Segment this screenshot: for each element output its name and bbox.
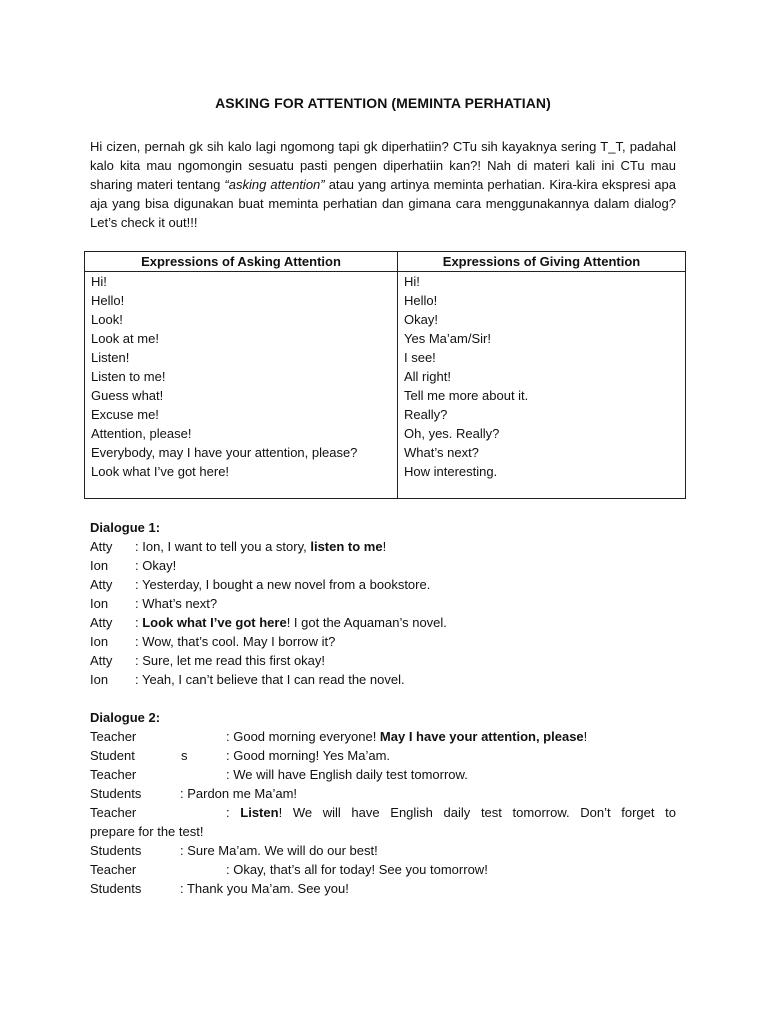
giving-expression: I see!	[404, 350, 436, 365]
intro-text-2: atau yang artinya meminta perhatian. Kira-kira ekspresi apa aja yang bisa digunakan buat meminta perhatian dan gimana cara menggunakannya dalam dialog? Let’s check it out!!!	[90, 177, 676, 230]
line-text	[226, 727, 587, 746]
speaker-name: Teacher	[90, 862, 137, 877]
intro-paragraph	[90, 137, 676, 232]
line-text-pre: :	[135, 615, 143, 630]
asking-expression: Look at me!	[91, 331, 159, 346]
dialogue-2-heading: Dialogue 2:	[90, 710, 161, 725]
line-text-pre: : Okay!	[135, 558, 177, 573]
line-text-pre: :	[226, 805, 241, 820]
dialogue-line	[90, 765, 676, 784]
line-text	[135, 575, 430, 594]
dialogue-line	[90, 879, 676, 898]
line-text-pre: : Pardon me Ma’am!	[180, 786, 298, 801]
speaker-name: Students	[90, 843, 142, 858]
line-text	[135, 537, 386, 556]
line-text-pre: : Sure Ma’am. We will do our best!	[180, 843, 378, 858]
line-text-pre: : Ion, I want to tell you a story,	[135, 539, 311, 554]
dialogue-line	[90, 803, 676, 841]
asking-expression: Attention, please!	[91, 426, 192, 441]
line-text-post: ! I got the Aquaman’s novel.	[286, 615, 447, 630]
speaker-name: Teacher	[90, 729, 137, 744]
line-text	[135, 651, 325, 670]
line-text-pre: : Sure, let me read this first okay!	[135, 653, 326, 668]
dialogue-line	[90, 670, 676, 689]
dialogue-1	[90, 518, 676, 689]
document-title: ASKING FOR ATTENTION (MEMINTA PERHATIAN)	[215, 95, 551, 111]
speaker-name: Ion	[90, 596, 109, 611]
giving-expression: What’s next?	[404, 445, 479, 460]
line-text-pre: : Okay, that’s all for today! See you tomorrow!	[226, 862, 488, 877]
line-text-pre: : Wow, that’s cool. May I borrow it?	[135, 634, 336, 649]
line-text	[135, 594, 217, 613]
giving-expression: How interesting.	[404, 464, 498, 479]
giving-expression: All right!	[404, 369, 451, 384]
dialogue-line	[90, 537, 676, 556]
expressions-table	[84, 251, 686, 499]
line-text-bold: listen to me	[310, 539, 383, 554]
speaker-name: Atty	[90, 539, 113, 554]
giving-expression: Okay!	[404, 312, 438, 327]
speaker-name: Atty	[90, 615, 113, 630]
speaker-name: Atty	[90, 653, 113, 668]
asking-expression: Hello!	[91, 293, 125, 308]
asking-expression: Everybody, may I have your attention, please?	[91, 445, 358, 460]
line-text	[180, 841, 378, 860]
dialogue-line	[90, 860, 676, 879]
speaker-name: Ion	[90, 672, 109, 687]
giving-expression: Tell me more about it.	[404, 388, 529, 403]
line-text-pre: : We will have English daily test tomorrow.	[226, 767, 468, 782]
line-text-pre: : Good morning! Yes Ma’am.	[226, 748, 391, 763]
dialogue-line	[90, 784, 676, 803]
speaker-suffix: s	[181, 748, 188, 763]
line-text	[135, 670, 405, 689]
line-text-pre: : Yeah, I can’t believe that I can read the novel.	[135, 672, 405, 687]
line-text	[135, 632, 335, 651]
line-text	[226, 860, 488, 879]
giving-attention-list	[398, 272, 686, 499]
speaker-name: Teacher	[90, 767, 137, 782]
giving-expression: Hi!	[404, 274, 420, 289]
line-text-post: ! We will have English daily test tomorrow. Don’t forget to	[278, 805, 676, 820]
asking-expression: Listen to me!	[91, 369, 166, 384]
asking-expression: Listen!	[91, 350, 130, 365]
dialogue-line	[90, 727, 676, 746]
dialogue-1-heading: Dialogue 1:	[90, 520, 161, 535]
line-text-pre: : What’s next?	[135, 596, 218, 611]
speaker-name: Students	[90, 881, 142, 896]
dialogue-2	[90, 708, 676, 898]
line-text	[226, 746, 390, 765]
dialogue-line	[90, 575, 676, 594]
giving-expression: Hello!	[404, 293, 438, 308]
line-text	[135, 613, 447, 632]
line-text-pre: : Good morning everyone!	[226, 729, 380, 744]
speaker-name: Teacher	[90, 805, 137, 820]
intro-text-1: Hi cizen, pernah gk sih kalo lagi ngomong tapi gk diperhatiin? CTu sih kayaknya sering T_T, padahal kalo kita mau ngomongin sesuatu pasti pengen diperhatiin kan?! Nah di materi kali ini CTu mau sharing materi tentang	[90, 139, 676, 192]
speaker-name: Ion	[90, 634, 109, 649]
speaker-name: Ion	[90, 558, 109, 573]
asking-expression: Hi!	[91, 274, 107, 289]
dialogue-line	[90, 613, 676, 632]
dialogue-line	[90, 594, 676, 613]
asking-expression: Excuse me!	[91, 407, 159, 422]
asking-expression: Guess what!	[91, 388, 164, 403]
giving-expression: Yes Ma’am/Sir!	[404, 331, 491, 346]
line-text-bold: May I have your attention, please	[379, 729, 584, 744]
line-continuation: prepare for the test!	[90, 824, 204, 839]
line-text	[226, 765, 468, 784]
dialogue-line	[90, 632, 676, 651]
line-text	[180, 784, 297, 803]
asking-expression: Look!	[91, 312, 123, 327]
speaker-name: Student	[90, 748, 135, 763]
line-text-pre: : Yesterday, I bought a new novel from a bookstore.	[135, 577, 431, 592]
giving-expression: Really?	[404, 407, 448, 422]
intro-italic-term: “asking attention”	[224, 177, 325, 192]
dialogue-line	[90, 651, 676, 670]
line-text-bold: Listen	[240, 805, 279, 820]
asking-attention-list	[85, 272, 398, 499]
line-text	[180, 879, 349, 898]
giving-expression: Oh, yes. Really?	[404, 426, 500, 441]
dialogue-line	[90, 556, 676, 575]
asking-expression: Look what I’ve got here!	[91, 464, 230, 479]
line-text-post: !	[382, 539, 387, 554]
asking-attention-header: Expressions of Asking Attention	[85, 252, 398, 272]
speaker-name: Atty	[90, 577, 113, 592]
line-text	[226, 803, 676, 822]
dialogue-line	[90, 746, 676, 765]
line-text-post: !	[583, 729, 588, 744]
giving-attention-header: Expressions of Giving Attention	[398, 252, 686, 272]
line-text-bold: Look what I’ve got here	[142, 615, 287, 630]
line-text	[135, 556, 176, 575]
dialogue-line	[90, 841, 676, 860]
line-text-pre: : Thank you Ma’am. See you!	[180, 881, 349, 896]
speaker-name: Students	[90, 786, 142, 801]
